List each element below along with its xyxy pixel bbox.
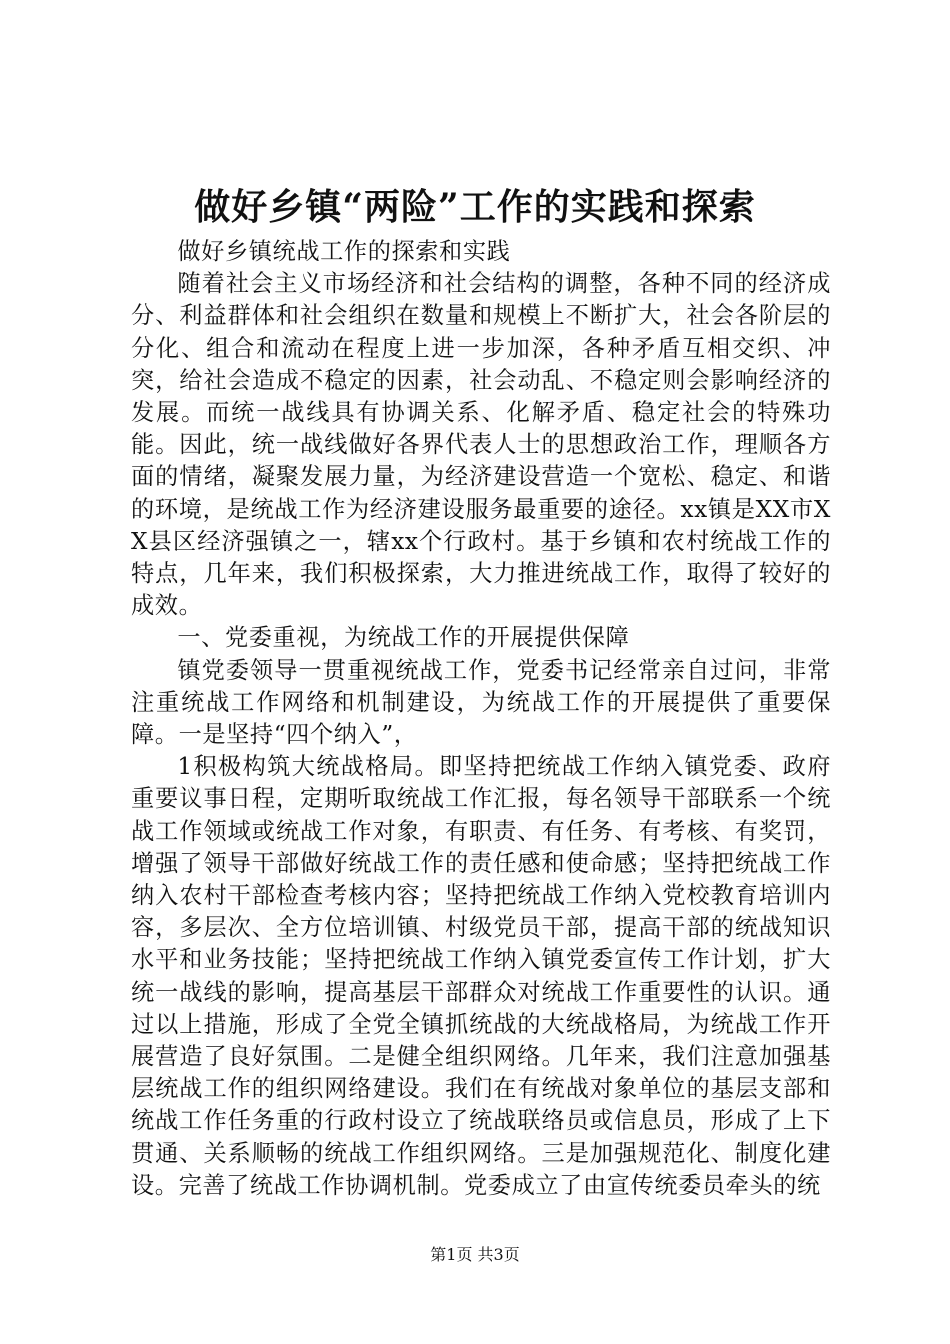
paragraph-section-heading: 一、党委重视，为统战工作的开展提供保障 bbox=[177, 624, 630, 652]
page-footer: 第1页 共3页 bbox=[430, 1245, 520, 1264]
paragraph-subtitle: 做好乡镇统战工作的探索和实践 bbox=[177, 238, 511, 265]
paragraph-party-committee: 镇党委领导一贯重视统战工作，党委书记经常亲自过问，非常注重统战工作网络和机制建设，为统战工作的开展提供了重要保障。一是坚持“四个纳入”， bbox=[131, 656, 831, 749]
document-body bbox=[131, 236, 831, 1202]
paragraph-intro: 随着社会主义市场经济和社会结构的调整，各种不同的经济成分、利益群体和社会组织在数量和规模上不断扩大，社会各阶层的分化、组合和流动在程度上进一步加深，各种矛盾互相交织、冲突，给社会造成不稳定的因素，社会动乱、不稳定则会影响经济的发展。而统一战线具有协调关系、化解矛盾、稳定社会的特殊功能。因此，统一战线做好各界代表人士的思想政治工作，理顺各方面的情绪，凝聚发展力量，为经济建设营造一个宽松、稳定、和谐的环境，是统战工作为经济建设服务最重要的途径。xx镇是XX市XX县区经济强镇之一，辖xx个行政村。基于乡镇和农村统战工作的特点，几年来，我们积极探索，大力推进统战工作，取得了较好的成效。 bbox=[131, 270, 831, 620]
document-title: 做好乡镇“两险”工作的实践和探索 bbox=[194, 186, 756, 228]
paragraph-united-front-pattern: 1积极构筑大统战格局。即坚持把统战工作纳入镇党委、政府重要议事日程，定期听取统战工作汇报，每名领导干部联系一个统战工作领域或统战工作对象，有职责、有任务、有考核、有奖罚，增强了领导干部做好统战工作的责任感和使命感；坚持把统战工作纳入农村干部检查考核内容；坚持把统战工作纳入党校教育培训内容，多层次、全方位培训镇、村级党员干部，提高干部的统战知识水平和业务技能；坚持把统战工作纳入镇党委宣传工作计划，扩大统一战线的影响，提高基层干部群众对统战工作重要性的认识。通过以上措施，形成了全党全镇抓统战的大统战格局，为统战工作开展营造了良好氛围。二是健全组织网络。几年来，我们注意加强基层统战工作的组织网络建设。我们在有统战对象单位的基层支部和统战工作任务重的行政村设立了统战联络员或信息员，形成了上下贯通、关系顺畅的统战工作组织网络。三是加强规范化、制度化建设。完善了统战工作协调机制。党委成立了由宣传统委员牵头的统 bbox=[131, 753, 831, 1199]
